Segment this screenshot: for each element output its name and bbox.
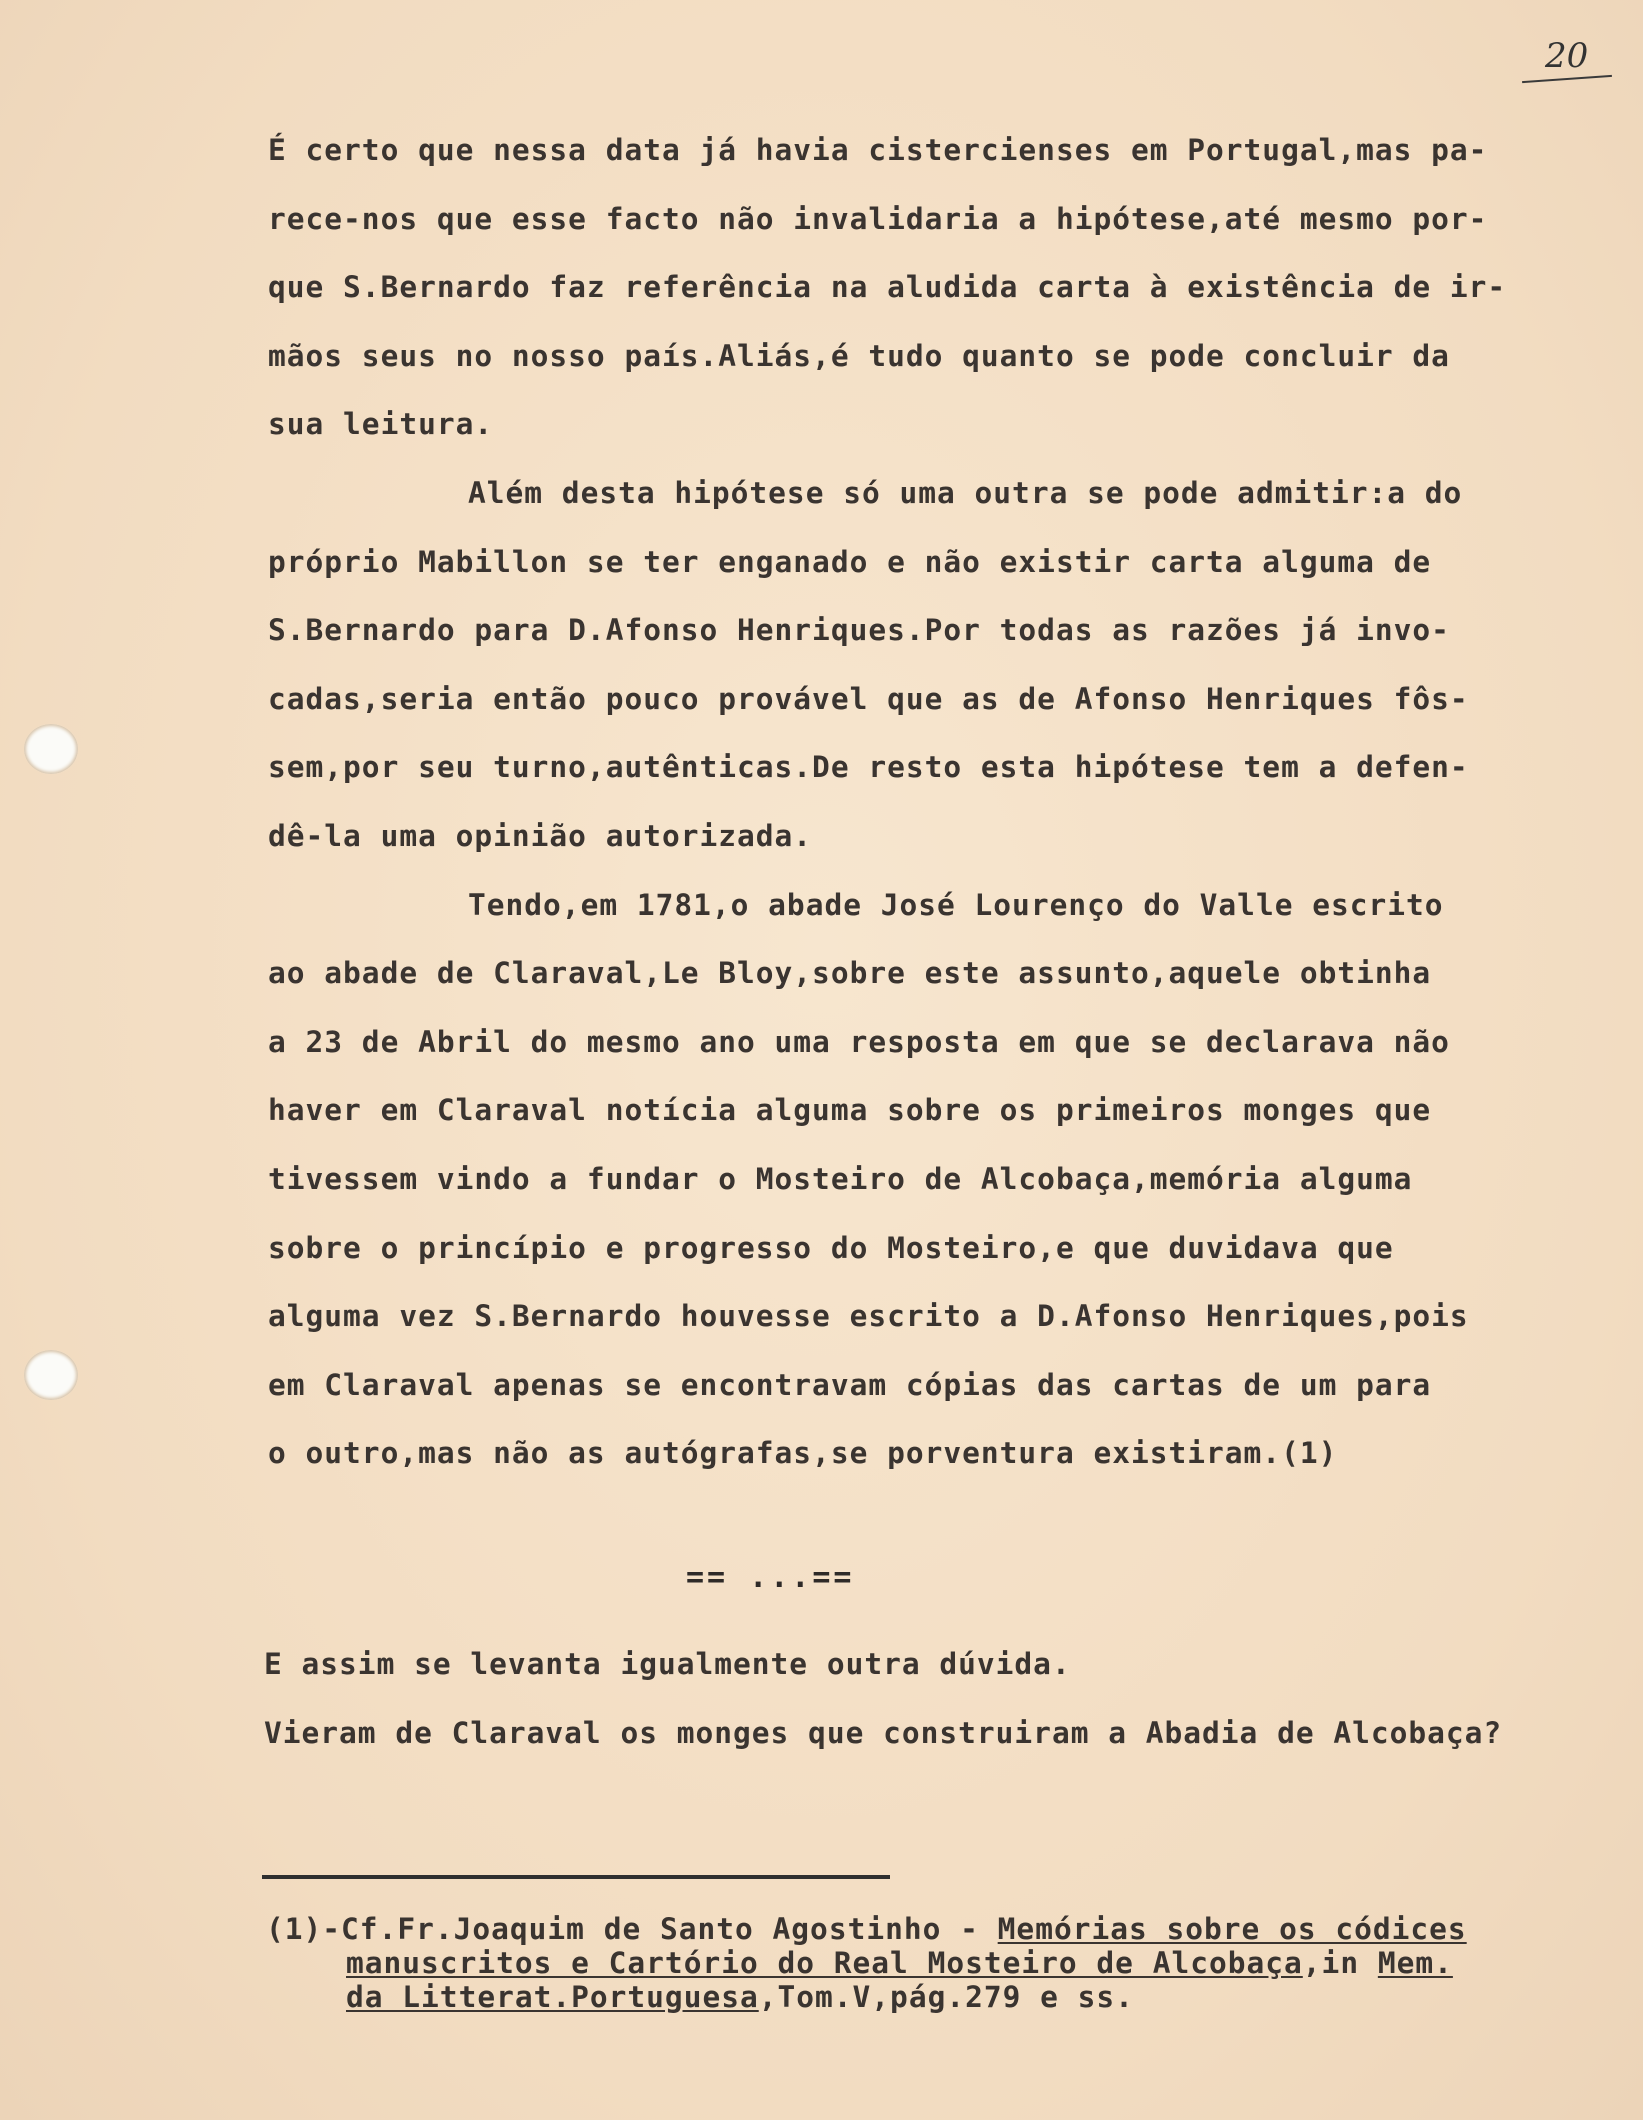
footnote-marker: (1)-Cf.Fr.Joaquim de Santo Agostinho - xyxy=(266,1912,998,1946)
paragraph-line: mãos seus no nosso país.Aliás,é tudo quanto se pode concluir da xyxy=(268,338,1450,373)
footnote-title-cont: manuscritos e Cartório do Real Mosteiro de Alcobaça xyxy=(346,1946,1303,1980)
footnote-rule xyxy=(262,1875,890,1879)
punch-hole xyxy=(24,1350,78,1400)
closing-question: Vieram de Claraval os monges que construiram a Abadia de Alcobaça? xyxy=(264,1715,1503,1750)
paragraph-line: dê-la uma opinião autorizada. xyxy=(268,818,813,853)
footnote xyxy=(266,1912,1606,2014)
paragraph-line: próprio Mabillon se ter enganado e não existir carta alguma de xyxy=(268,544,1432,579)
paragraph-line: rece-nos que esse facto não invalidaria a hipótese,até mesmo por- xyxy=(268,201,1488,236)
paragraph-line: ao abade de Claraval,Le Bloy,sobre este assunto,aquele obtinha xyxy=(268,956,1432,991)
section-separator: == ...== xyxy=(686,1560,855,1595)
page-number: 20 xyxy=(1545,36,1589,76)
paragraph-line: cadas,seria então pouco provável que as de Afonso Henriques fôs- xyxy=(268,681,1469,716)
footnote-tail: ,Tom.V,pág.279 e ss. xyxy=(758,1980,1134,2014)
paragraph-line: É certo que nessa data já havia cistercienses em Portugal,mas pa- xyxy=(268,133,1488,167)
paragraph-line: sem,por seu turno,autênticas.De resto esta hipótese tem a defen- xyxy=(268,750,1469,785)
paragraph-line: tivessem vindo a fundar o Mosteiro de Alcobaça,memória alguma xyxy=(268,1161,1413,1196)
footnote-title: Memórias sobre os códices xyxy=(997,1912,1467,1946)
paragraph-line: Tendo,em 1781,o abade José Lourenço do Valle escrito xyxy=(468,887,1444,922)
paragraph-line: que S.Bernardo faz referência na aludida carta à existência de ir- xyxy=(268,270,1507,305)
footnote-line-1 xyxy=(266,1912,1606,1946)
paragraph-line: S.Bernardo para D.Afonso Henriques.Por todas as razões já invo- xyxy=(268,613,1450,648)
paragraph-line: o outro,mas não as autógrafas,se porventura existiram.(1) xyxy=(268,1436,1338,1471)
footnote-journal-cont: da Litterat.Portuguesa xyxy=(346,1980,759,2014)
paragraph-line: sobre o princípio e progresso do Mosteiro,e que duvidava que xyxy=(268,1230,1394,1265)
paragraph-line: alguma vez S.Bernardo houvesse escrito a D.Afonso Henriques,pois xyxy=(268,1299,1469,1334)
paragraph-line: haver em Claraval notícia alguma sobre os primeiros monges que xyxy=(268,1093,1432,1128)
footnote-journal: Mem. xyxy=(1377,1946,1453,1980)
closing-text xyxy=(264,1630,1604,1767)
paragraph-line: Além desta hipótese só uma outra se pode admitir:a do xyxy=(468,475,1463,510)
paragraph-line: sua leitura. xyxy=(268,407,494,442)
closing-line: E assim se levanta igualmente outra dúvida. xyxy=(264,1647,1071,1681)
body-text xyxy=(268,116,1598,1488)
footnote-line-3 xyxy=(266,1980,1606,2014)
footnote-line-2 xyxy=(266,1946,1606,1980)
paragraph-line: em Claraval apenas se encontravam cópias das cartas de um para xyxy=(268,1367,1432,1402)
footnote-sep: ,in xyxy=(1302,1946,1378,1980)
paragraph-line: a 23 de Abril do mesmo ano uma resposta em que se declarava não xyxy=(268,1024,1450,1059)
page-number-underline xyxy=(1522,75,1612,83)
punch-hole xyxy=(24,724,78,774)
